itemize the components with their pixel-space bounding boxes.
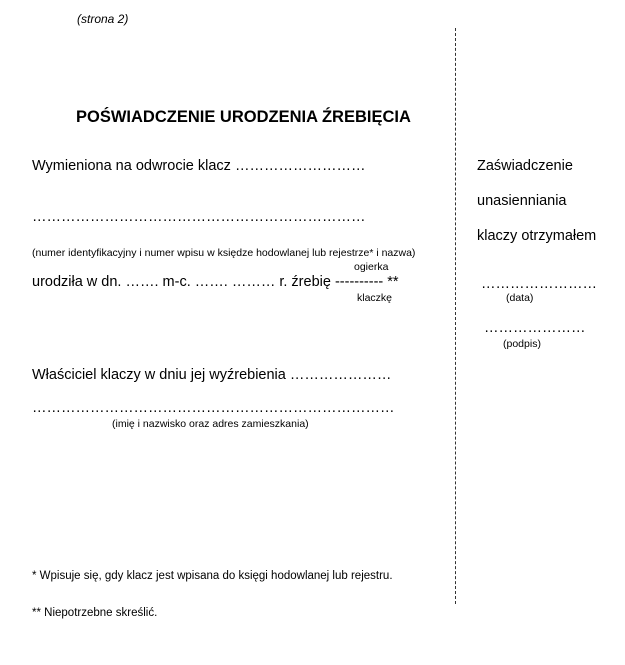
mare-dotted-line: …………………………………………………………… [32,209,366,225]
foal-option-colt: ogierka [354,261,389,273]
date-dotted-line: …………………… [481,276,597,292]
signature-dotted-line: ………………… [484,320,586,336]
certificate-line-1: Zaświadczenie [477,158,573,174]
certificate-line-3: klaczy otrzymałem [477,228,597,244]
footnote-1: * Wpisuje się, gdy klacz jest wpisana do księgi hodowlanej lub rejestru. [32,570,393,582]
footnote-2: ** Niepotrzebne skreślić. [32,607,158,619]
owner-dotted-line: ………………………………………………………………… [32,400,395,416]
document-title: POŚWIADCZENIE URODZENIA ŹREBIĘCIA [76,108,411,126]
mare-line: Wymieniona na odwrocie klacz ……………………… [32,158,366,174]
foal-option-filly: klaczkę [357,292,393,304]
owner-caption: (imię i nazwisko oraz adres zamieszkania) [112,418,309,430]
date-caption: (data) [506,292,534,304]
page-number: (strona 2) [77,12,129,26]
mare-caption: (numer identyfikacyjny i numer wpisu w księdze hodowlanej lub rejestrze* i nazwa) [32,247,416,259]
birth-line: urodziła w dn. ……. m-c. ……. ……… r. źrebię ---------- ** [32,274,399,290]
dashed-divider [455,28,456,604]
owner-line: Właściciel klaczy w dniu jej wyźrebienia ………………… [32,367,392,383]
certificate-line-2: unasienniania [477,193,567,209]
signature-caption: (podpis) [503,338,541,350]
